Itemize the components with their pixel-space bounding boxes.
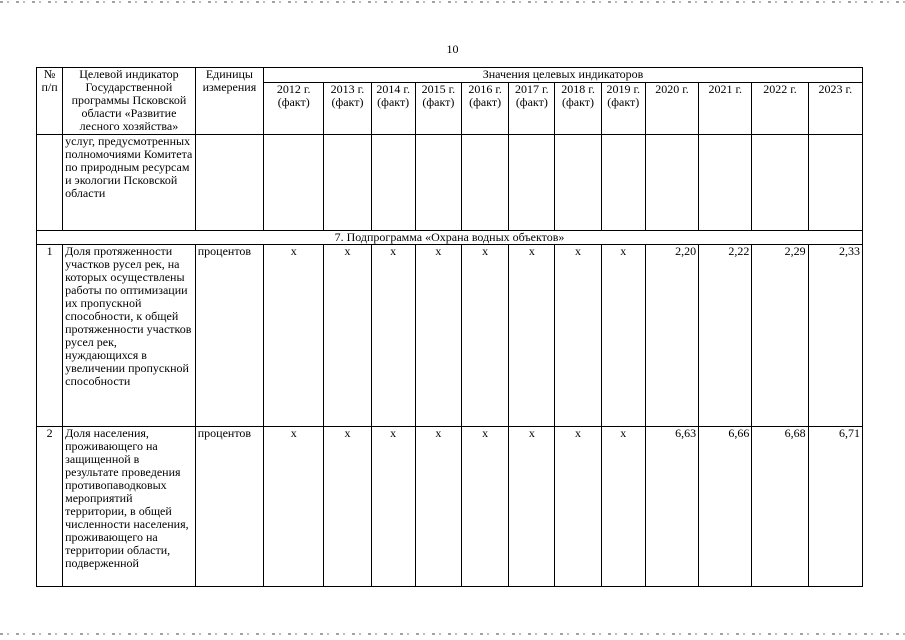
header-values: Значения целевых индикаторов [264,68,863,83]
header-year-2022: 2022 г. [752,83,808,135]
row-value: x [264,245,324,427]
table-row [37,135,863,231]
row-num: 1 [37,245,63,427]
page-number: 10 [446,42,459,56]
cell-num [37,135,63,231]
header-year-2017: 2017 г. (факт) [509,83,555,135]
row-value: x [555,245,601,427]
row-value: x [324,427,371,587]
header-year-2019: 2019 г. (факт) [601,83,645,135]
section-title: 7. Подпрограмма «Охрана водных объектов» [37,231,863,245]
row-value: 6,71 [808,427,862,587]
row-num: 2 [37,427,63,587]
row-value: 2,22 [699,245,752,427]
header-year-2020: 2020 г. [645,83,698,135]
header-num: № п/п [37,68,63,135]
row-value: x [509,245,555,427]
header-year-2013: 2013 г. (факт) [324,83,371,135]
header-year-2016: 2016 г. (факт) [462,83,509,135]
row-value: x [601,245,645,427]
row-value: 6,66 [699,427,752,587]
header-year-2012: 2012 г. (факт) [264,83,324,135]
table-row [37,427,863,587]
header-indicator: Целевой индикатор Государственной программы Псковской области «Развитие лесного хозяйства» [63,68,196,135]
header-year-2015: 2015 г. (факт) [415,83,461,135]
row-value: 6,68 [752,427,808,587]
row-value: x [462,245,509,427]
table-row [37,245,863,427]
row-indicator: Доля протяженности участков русел рек, на которых осуществлены работы по оптимизации их пропускной способности, к общей протяженности участков русел рек, нуждающихся в увеличении пропускной способности [63,245,196,427]
row-value: x [415,427,461,587]
continuation-indicator: услуг, предусмотренных полномочиями Комитета по природным ресурсам и экологии Псковской области [63,135,196,231]
scan-edge-bottom [0,633,905,635]
header-year-2014: 2014 г. (факт) [371,83,415,135]
header-year-2023: 2023 г. [808,83,862,135]
row-indicator: Доля населения, проживающего на защищенной в результате проведения противопаводковых мероприятий территории, в общей численности населения, проживающего на территории области, подверженной [63,427,196,587]
header-year-2018: 2018 г. (факт) [555,83,601,135]
row-units: процентов [195,427,263,587]
row-value: x [371,427,415,587]
header-units: Единицы измерения [195,68,263,135]
row-value: x [601,427,645,587]
header-year-2021: 2021 г. [699,83,752,135]
row-value: x [555,427,601,587]
row-value: x [324,245,371,427]
row-value: x [509,427,555,587]
row-value: 2,20 [645,245,698,427]
row-value: 2,33 [808,245,862,427]
target-indicators-table [36,67,863,587]
scan-edge-top [0,1,905,3]
row-value: x [264,427,324,587]
row-units: процентов [195,245,263,427]
row-value: x [462,427,509,587]
row-value: 2,29 [752,245,808,427]
row-value: x [415,245,461,427]
row-value: 6,63 [645,427,698,587]
row-value: x [371,245,415,427]
